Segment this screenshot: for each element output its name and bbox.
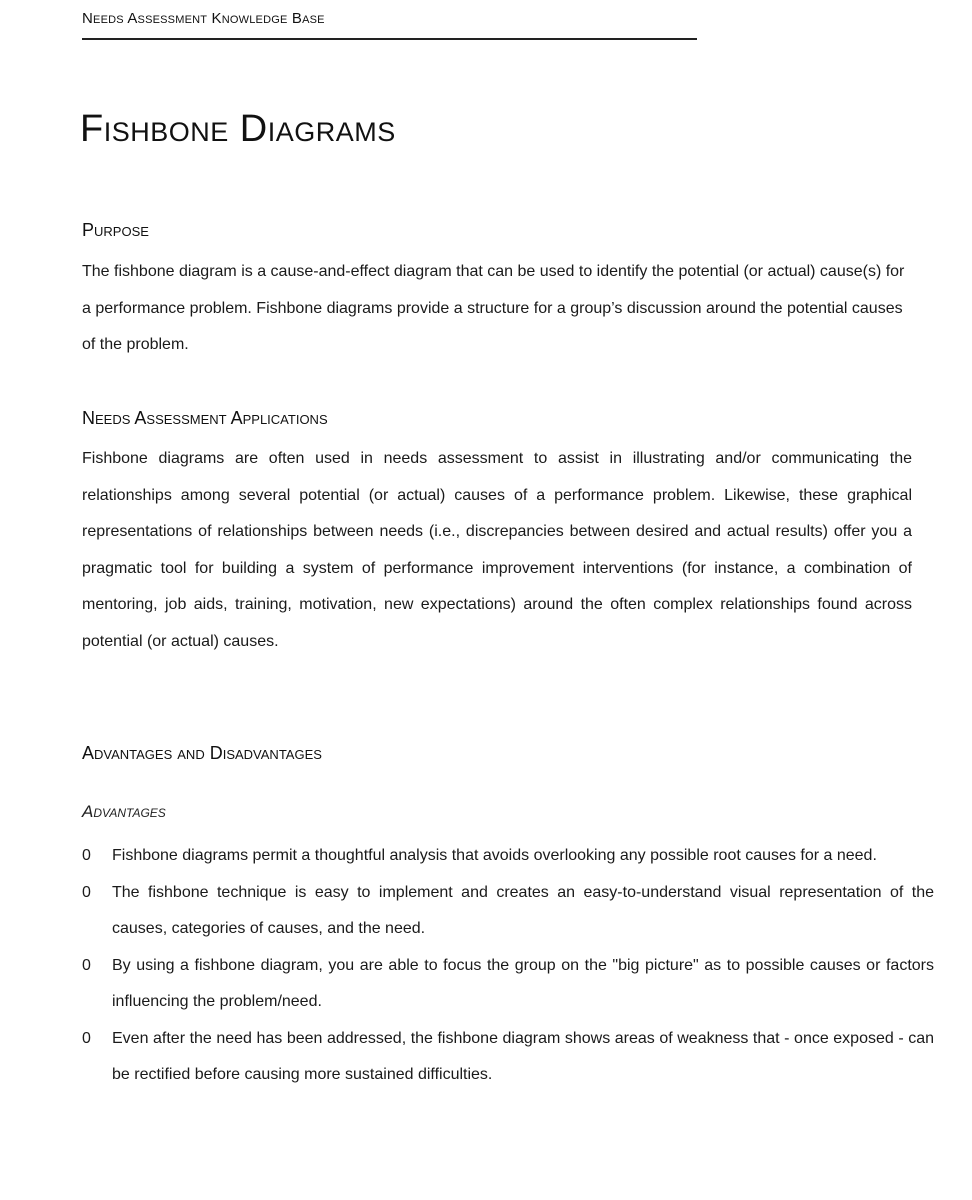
- bullet-marker: 0: [82, 883, 91, 901]
- purpose-heading: Purpose: [82, 220, 149, 240]
- list-item-text: Even after the need has been addressed, the fishbone diagram shows areas of weakness that - once exposed - can be rectified before causing more sustained difficulties.: [112, 1029, 934, 1083]
- list-item-text: Fishbone diagrams permit a thoughtful analysis that avoids overlooking any possible root causes for a need.: [112, 847, 877, 864]
- bullet-marker: 0: [82, 847, 91, 864]
- advantages-list: [82, 838, 934, 1094]
- advantages-subheading: Advantages: [82, 802, 166, 821]
- list-item: [82, 875, 934, 948]
- purpose-paragraph: The fishbone diagram is a cause-and-effect diagram that can be used to identify the potential (or actual) cause(s) for a performance problem. Fishbone diagrams provide a structure for a group’s discussion around the potential causes of the problem.: [82, 263, 905, 353]
- list-item: [82, 948, 934, 1021]
- page-title: Fishbone Diagrams: [80, 108, 396, 150]
- list-item: [82, 1021, 934, 1094]
- list-item-text: By using a fishbone diagram, you are able to focus the group on the "big picture" as to possible causes or factors influencing the problem/need.: [112, 956, 934, 1010]
- adv-disadv-heading: Advantages and Disadvantages: [82, 743, 322, 763]
- bullet-marker: 0: [82, 1029, 91, 1047]
- bullet-marker: 0: [82, 956, 91, 974]
- applications-heading: Needs Assessment Applications: [82, 408, 328, 428]
- list-item-text: The fishbone technique is easy to implement and creates an easy-to-understand visual representation of the causes, categories of causes, and the need.: [112, 883, 934, 937]
- running-header: Needs Assessment Knowledge Base: [82, 8, 697, 40]
- applications-paragraph: Fishbone diagrams are often used in needs assessment to assist in illustrating and/or communicating the relationships among several potential (or actual) causes of a performance problem. Likewise, these graphical representations of relationships between needs (i.e., discrepancies between desired and actual results) offer you a pragmatic tool for building a system of performance improvement interventions (for instance, a combination of mentoring, job aids, training, motivation, new expectations) around the often complex relationships found across potential (or actual) causes.: [82, 450, 912, 650]
- list-item: [82, 838, 934, 875]
